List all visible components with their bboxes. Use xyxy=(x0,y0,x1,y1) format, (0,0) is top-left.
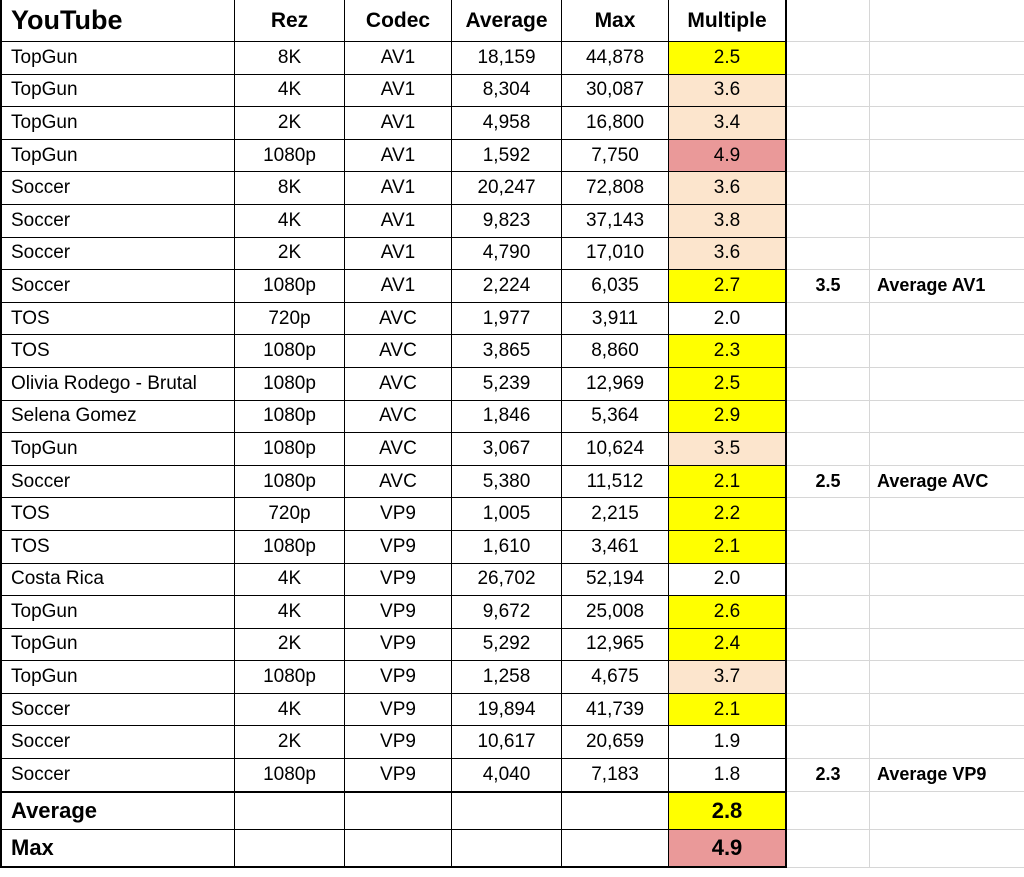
codec-average-value-cell[interactable] xyxy=(787,42,870,75)
row-rez-cell[interactable]: 1080p xyxy=(235,401,345,434)
codec-average-value-cell[interactable] xyxy=(787,238,870,271)
codec-average-value-cell[interactable] xyxy=(787,303,870,336)
row-codec-cell[interactable]: AV1 xyxy=(345,42,452,75)
codec-average-value-cell[interactable] xyxy=(787,531,870,564)
row-codec-cell[interactable]: AV1 xyxy=(345,107,452,140)
codec-average-label-cell[interactable] xyxy=(870,498,1024,531)
codec-average-value-cell[interactable] xyxy=(787,107,870,140)
codec-average-label-cell[interactable] xyxy=(870,629,1024,662)
row-name-cell[interactable]: TOS xyxy=(0,335,235,368)
row-multiple-cell[interactable]: 3.5 xyxy=(669,433,787,466)
row-average-cell[interactable]: 1,592 xyxy=(452,140,562,173)
row-name-cell[interactable]: Soccer xyxy=(0,694,235,727)
row-codec-cell[interactable]: AV1 xyxy=(345,205,452,238)
codec-average-value-cell[interactable] xyxy=(787,368,870,401)
codec-average-value-cell[interactable] xyxy=(787,596,870,629)
row-codec-cell[interactable]: AV1 xyxy=(345,172,452,205)
footer-multiple-cell[interactable]: 4.9 xyxy=(669,830,787,868)
row-average-cell[interactable]: 4,958 xyxy=(452,107,562,140)
row-average-cell[interactable]: 10,617 xyxy=(452,726,562,759)
row-max-cell[interactable]: 37,143 xyxy=(562,205,669,238)
row-max-cell[interactable]: 20,659 xyxy=(562,726,669,759)
row-average-cell[interactable]: 18,159 xyxy=(452,42,562,75)
row-average-cell[interactable]: 4,040 xyxy=(452,759,562,792)
row-multiple-cell[interactable]: 2.4 xyxy=(669,629,787,662)
row-average-cell[interactable]: 3,865 xyxy=(452,335,562,368)
empty-cell[interactable] xyxy=(787,792,870,830)
codec-average-value-cell[interactable] xyxy=(787,335,870,368)
row-codec-cell[interactable]: VP9 xyxy=(345,694,452,727)
row-max-cell[interactable]: 30,087 xyxy=(562,75,669,108)
codec-average-label-cell[interactable] xyxy=(870,172,1024,205)
footer-empty-max-cell[interactable] xyxy=(562,792,669,830)
header-average-cell[interactable]: Average xyxy=(452,0,562,42)
row-multiple-cell[interactable]: 2.3 xyxy=(669,335,787,368)
row-codec-cell[interactable]: VP9 xyxy=(345,629,452,662)
codec-average-value-cell[interactable]: 3.5 xyxy=(787,270,870,303)
codec-average-label-cell[interactable] xyxy=(870,401,1024,434)
row-rez-cell[interactable]: 1080p xyxy=(235,466,345,499)
row-name-cell[interactable]: Soccer xyxy=(0,238,235,271)
row-average-cell[interactable]: 1,977 xyxy=(452,303,562,336)
row-max-cell[interactable]: 5,364 xyxy=(562,401,669,434)
row-codec-cell[interactable]: AVC xyxy=(345,466,452,499)
footer-empty-codec-cell[interactable] xyxy=(345,830,452,868)
row-multiple-cell[interactable]: 3.4 xyxy=(669,107,787,140)
empty-cell[interactable] xyxy=(787,0,870,42)
row-rez-cell[interactable]: 4K xyxy=(235,694,345,727)
codec-average-value-cell[interactable] xyxy=(787,498,870,531)
row-max-cell[interactable]: 3,461 xyxy=(562,531,669,564)
row-multiple-cell[interactable]: 2.5 xyxy=(669,42,787,75)
header-multiple-cell[interactable]: Multiple xyxy=(669,0,787,42)
row-multiple-cell[interactable]: 3.6 xyxy=(669,75,787,108)
row-codec-cell[interactable]: AVC xyxy=(345,401,452,434)
row-rez-cell[interactable]: 1080p xyxy=(235,140,345,173)
empty-cell[interactable] xyxy=(870,0,1024,42)
row-max-cell[interactable]: 7,183 xyxy=(562,759,669,792)
empty-cell[interactable] xyxy=(870,830,1024,868)
codec-average-label-cell[interactable] xyxy=(870,238,1024,271)
codec-average-value-cell[interactable] xyxy=(787,172,870,205)
codec-average-label-cell[interactable] xyxy=(870,368,1024,401)
codec-average-label-cell[interactable] xyxy=(870,335,1024,368)
row-name-cell[interactable]: Soccer xyxy=(0,270,235,303)
row-average-cell[interactable]: 5,380 xyxy=(452,466,562,499)
row-rez-cell[interactable]: 720p xyxy=(235,498,345,531)
row-codec-cell[interactable]: VP9 xyxy=(345,531,452,564)
footer-empty-max-cell[interactable] xyxy=(562,830,669,868)
codec-average-label-cell[interactable] xyxy=(870,661,1024,694)
row-max-cell[interactable]: 11,512 xyxy=(562,466,669,499)
row-average-cell[interactable]: 3,067 xyxy=(452,433,562,466)
row-name-cell[interactable]: TOS xyxy=(0,498,235,531)
footer-label-cell[interactable]: Max xyxy=(0,830,235,868)
row-rez-cell[interactable]: 1080p xyxy=(235,531,345,564)
row-name-cell[interactable]: Soccer xyxy=(0,726,235,759)
footer-label-cell[interactable]: Average xyxy=(0,792,235,830)
row-max-cell[interactable]: 72,808 xyxy=(562,172,669,205)
row-average-cell[interactable]: 1,258 xyxy=(452,661,562,694)
row-multiple-cell[interactable]: 3.6 xyxy=(669,238,787,271)
row-name-cell[interactable]: Soccer xyxy=(0,172,235,205)
header-codec-cell[interactable]: Codec xyxy=(345,0,452,42)
codec-average-value-cell[interactable] xyxy=(787,140,870,173)
row-codec-cell[interactable]: VP9 xyxy=(345,564,452,597)
row-multiple-cell[interactable]: 2.5 xyxy=(669,368,787,401)
row-name-cell[interactable]: TopGun xyxy=(0,107,235,140)
row-average-cell[interactable]: 8,304 xyxy=(452,75,562,108)
row-multiple-cell[interactable]: 2.6 xyxy=(669,596,787,629)
row-rez-cell[interactable]: 2K xyxy=(235,238,345,271)
row-codec-cell[interactable]: VP9 xyxy=(345,498,452,531)
row-rez-cell[interactable]: 2K xyxy=(235,629,345,662)
row-codec-cell[interactable]: VP9 xyxy=(345,661,452,694)
row-multiple-cell[interactable]: 3.7 xyxy=(669,661,787,694)
row-codec-cell[interactable]: AVC xyxy=(345,368,452,401)
row-multiple-cell[interactable]: 2.0 xyxy=(669,303,787,336)
row-name-cell[interactable]: TOS xyxy=(0,303,235,336)
row-rez-cell[interactable]: 720p xyxy=(235,303,345,336)
codec-average-label-cell[interactable] xyxy=(870,694,1024,727)
row-multiple-cell[interactable]: 2.1 xyxy=(669,531,787,564)
row-name-cell[interactable]: TopGun xyxy=(0,140,235,173)
codec-average-value-cell[interactable] xyxy=(787,564,870,597)
row-codec-cell[interactable]: AV1 xyxy=(345,75,452,108)
row-name-cell[interactable]: Olivia Rodego - Brutal xyxy=(0,368,235,401)
row-name-cell[interactable]: TopGun xyxy=(0,629,235,662)
codec-average-value-cell[interactable] xyxy=(787,661,870,694)
row-max-cell[interactable]: 7,750 xyxy=(562,140,669,173)
row-max-cell[interactable]: 4,675 xyxy=(562,661,669,694)
row-rez-cell[interactable]: 2K xyxy=(235,726,345,759)
row-max-cell[interactable]: 2,215 xyxy=(562,498,669,531)
row-max-cell[interactable]: 52,194 xyxy=(562,564,669,597)
row-codec-cell[interactable]: AV1 xyxy=(345,140,452,173)
footer-empty-average-cell[interactable] xyxy=(452,830,562,868)
codec-average-value-cell[interactable]: 2.3 xyxy=(787,759,870,792)
codec-average-label-cell[interactable] xyxy=(870,596,1024,629)
row-rez-cell[interactable]: 1080p xyxy=(235,270,345,303)
row-max-cell[interactable]: 6,035 xyxy=(562,270,669,303)
row-name-cell[interactable]: TopGun xyxy=(0,661,235,694)
row-max-cell[interactable]: 16,800 xyxy=(562,107,669,140)
codec-average-label-cell[interactable]: Average VP9 xyxy=(870,759,1024,792)
row-max-cell[interactable]: 41,739 xyxy=(562,694,669,727)
codec-average-label-cell[interactable] xyxy=(870,303,1024,336)
footer-empty-rez-cell[interactable] xyxy=(235,830,345,868)
codec-average-value-cell[interactable] xyxy=(787,726,870,759)
footer-empty-rez-cell[interactable] xyxy=(235,792,345,830)
row-codec-cell[interactable]: AV1 xyxy=(345,270,452,303)
row-multiple-cell[interactable]: 1.9 xyxy=(669,726,787,759)
row-max-cell[interactable]: 12,969 xyxy=(562,368,669,401)
row-name-cell[interactable]: Selena Gomez xyxy=(0,401,235,434)
row-name-cell[interactable]: Costa Rica xyxy=(0,564,235,597)
row-name-cell[interactable]: TopGun xyxy=(0,596,235,629)
row-multiple-cell[interactable]: 2.7 xyxy=(669,270,787,303)
row-name-cell[interactable]: TopGun xyxy=(0,75,235,108)
row-codec-cell[interactable]: AV1 xyxy=(345,238,452,271)
codec-average-label-cell[interactable] xyxy=(870,140,1024,173)
codec-average-label-cell[interactable] xyxy=(870,42,1024,75)
row-rez-cell[interactable]: 1080p xyxy=(235,368,345,401)
row-multiple-cell[interactable]: 3.6 xyxy=(669,172,787,205)
row-average-cell[interactable]: 2,224 xyxy=(452,270,562,303)
row-multiple-cell[interactable]: 2.2 xyxy=(669,498,787,531)
row-codec-cell[interactable]: AVC xyxy=(345,433,452,466)
codec-average-label-cell[interactable] xyxy=(870,531,1024,564)
codec-average-label-cell[interactable] xyxy=(870,75,1024,108)
row-average-cell[interactable]: 9,672 xyxy=(452,596,562,629)
header-max-cell[interactable]: Max xyxy=(562,0,669,42)
footer-empty-average-cell[interactable] xyxy=(452,792,562,830)
empty-cell[interactable] xyxy=(870,792,1024,830)
codec-average-value-cell[interactable] xyxy=(787,629,870,662)
codec-average-label-cell[interactable]: Average AV1 xyxy=(870,270,1024,303)
row-multiple-cell[interactable]: 2.9 xyxy=(669,401,787,434)
row-average-cell[interactable]: 1,846 xyxy=(452,401,562,434)
row-rez-cell[interactable]: 4K xyxy=(235,596,345,629)
empty-cell[interactable] xyxy=(787,830,870,868)
row-name-cell[interactable]: TopGun xyxy=(0,433,235,466)
row-codec-cell[interactable]: AVC xyxy=(345,335,452,368)
row-multiple-cell[interactable]: 4.9 xyxy=(669,140,787,173)
row-max-cell[interactable]: 8,860 xyxy=(562,335,669,368)
row-codec-cell[interactable]: VP9 xyxy=(345,596,452,629)
row-rez-cell[interactable]: 2K xyxy=(235,107,345,140)
row-average-cell[interactable]: 1,610 xyxy=(452,531,562,564)
row-average-cell[interactable]: 20,247 xyxy=(452,172,562,205)
row-rez-cell[interactable]: 1080p xyxy=(235,759,345,792)
header-title-cell[interactable]: YouTube xyxy=(0,0,235,42)
row-codec-cell[interactable]: AVC xyxy=(345,303,452,336)
row-average-cell[interactable]: 19,894 xyxy=(452,694,562,727)
row-rez-cell[interactable]: 4K xyxy=(235,205,345,238)
row-max-cell[interactable]: 44,878 xyxy=(562,42,669,75)
row-average-cell[interactable]: 5,239 xyxy=(452,368,562,401)
footer-multiple-cell[interactable]: 2.8 xyxy=(669,792,787,830)
row-multiple-cell[interactable]: 2.1 xyxy=(669,466,787,499)
row-average-cell[interactable]: 4,790 xyxy=(452,238,562,271)
row-codec-cell[interactable]: VP9 xyxy=(345,726,452,759)
row-max-cell[interactable]: 3,911 xyxy=(562,303,669,336)
row-name-cell[interactable]: Soccer xyxy=(0,205,235,238)
codec-average-label-cell[interactable] xyxy=(870,433,1024,466)
row-rez-cell[interactable]: 1080p xyxy=(235,661,345,694)
row-average-cell[interactable]: 1,005 xyxy=(452,498,562,531)
codec-average-label-cell[interactable] xyxy=(870,205,1024,238)
row-max-cell[interactable]: 25,008 xyxy=(562,596,669,629)
footer-empty-codec-cell[interactable] xyxy=(345,792,452,830)
codec-average-value-cell[interactable] xyxy=(787,694,870,727)
row-rez-cell[interactable]: 4K xyxy=(235,564,345,597)
row-name-cell[interactable]: TopGun xyxy=(0,42,235,75)
row-max-cell[interactable]: 10,624 xyxy=(562,433,669,466)
codec-average-value-cell[interactable]: 2.5 xyxy=(787,466,870,499)
row-rez-cell[interactable]: 1080p xyxy=(235,335,345,368)
codec-average-label-cell[interactable] xyxy=(870,107,1024,140)
row-name-cell[interactable]: Soccer xyxy=(0,759,235,792)
codec-average-label-cell[interactable]: Average AVC xyxy=(870,466,1024,499)
codec-average-label-cell[interactable] xyxy=(870,564,1024,597)
row-average-cell[interactable]: 26,702 xyxy=(452,564,562,597)
header-rez-cell[interactable]: Rez xyxy=(235,0,345,42)
codec-average-value-cell[interactable] xyxy=(787,433,870,466)
codec-average-value-cell[interactable] xyxy=(787,75,870,108)
codec-average-label-cell[interactable] xyxy=(870,726,1024,759)
row-rez-cell[interactable]: 1080p xyxy=(235,433,345,466)
row-rez-cell[interactable]: 8K xyxy=(235,172,345,205)
codec-average-value-cell[interactable] xyxy=(787,401,870,434)
row-codec-cell[interactable]: VP9 xyxy=(345,759,452,792)
codec-average-value-cell[interactable] xyxy=(787,205,870,238)
row-name-cell[interactable]: Soccer xyxy=(0,466,235,499)
row-multiple-cell[interactable]: 3.8 xyxy=(669,205,787,238)
row-name-cell[interactable]: TOS xyxy=(0,531,235,564)
row-multiple-cell[interactable]: 1.8 xyxy=(669,759,787,792)
row-average-cell[interactable]: 9,823 xyxy=(452,205,562,238)
row-max-cell[interactable]: 12,965 xyxy=(562,629,669,662)
row-rez-cell[interactable]: 8K xyxy=(235,42,345,75)
row-multiple-cell[interactable]: 2.1 xyxy=(669,694,787,727)
row-max-cell[interactable]: 17,010 xyxy=(562,238,669,271)
row-average-cell[interactable]: 5,292 xyxy=(452,629,562,662)
row-multiple-cell[interactable]: 2.0 xyxy=(669,564,787,597)
row-rez-cell[interactable]: 4K xyxy=(235,75,345,108)
